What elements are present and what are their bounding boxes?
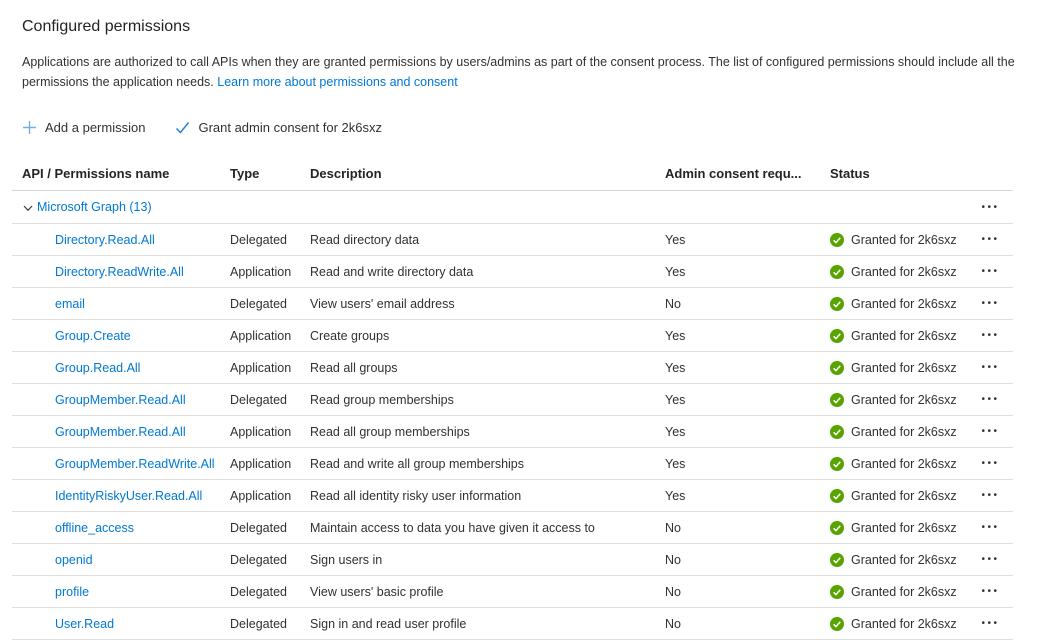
page-title: Configured permissions bbox=[22, 18, 191, 35]
status-text: Granted for 2k6sxz bbox=[851, 520, 957, 535]
permission-row bbox=[12, 544, 1013, 576]
permission-name-link[interactable]: GroupMember.ReadWrite.All bbox=[55, 456, 215, 471]
header-type: Type bbox=[230, 166, 260, 181]
permission-row bbox=[12, 512, 1013, 544]
status-text: Granted for 2k6sxz bbox=[851, 616, 957, 631]
permission-type: Delegated bbox=[230, 584, 287, 599]
chevron-down-icon bbox=[22, 202, 34, 214]
green-check-circle-icon bbox=[830, 329, 844, 343]
permission-row bbox=[12, 576, 1013, 608]
permission-description: Maintain access to data you have given it access to bbox=[310, 520, 595, 535]
permission-name-link[interactable]: Directory.ReadWrite.All bbox=[55, 264, 184, 279]
permission-description: Sign in and read user profile bbox=[310, 616, 467, 631]
permission-name-cell bbox=[12, 297, 220, 311]
permission-type: Delegated bbox=[230, 520, 287, 535]
admin-consent-required-value: No bbox=[665, 296, 681, 311]
ellipsis-icon[interactable]: ••• bbox=[981, 490, 1000, 501]
permission-row bbox=[12, 480, 1013, 512]
green-check-circle-icon bbox=[830, 553, 844, 567]
green-check-circle-icon bbox=[830, 297, 844, 311]
admin-consent-required-value: Yes bbox=[665, 328, 686, 343]
status-text: Granted for 2k6sxz bbox=[851, 328, 957, 343]
permission-row bbox=[12, 288, 1013, 320]
header-admin-consent-required: Admin consent requ... bbox=[665, 166, 802, 181]
admin-consent-required-value: Yes bbox=[665, 424, 686, 439]
row-actions-cell bbox=[968, 391, 1013, 408]
status-text: Granted for 2k6sxz bbox=[851, 296, 957, 311]
green-check-circle-icon bbox=[830, 617, 844, 631]
status-cell bbox=[820, 489, 968, 503]
permission-name-cell bbox=[12, 425, 220, 439]
row-actions-cell bbox=[968, 519, 1013, 536]
ellipsis-icon[interactable]: ••• bbox=[981, 234, 1000, 245]
admin-consent-required-value: Yes bbox=[665, 488, 686, 503]
header-description: Description bbox=[310, 166, 382, 181]
status-cell bbox=[820, 617, 968, 631]
row-actions-cell bbox=[968, 231, 1013, 248]
permission-description: View users' email address bbox=[310, 296, 455, 311]
row-actions-cell bbox=[968, 455, 1013, 472]
status-cell bbox=[820, 553, 968, 567]
ellipsis-icon[interactable]: ••• bbox=[981, 522, 1000, 533]
green-check-circle-icon bbox=[830, 361, 844, 375]
row-actions-cell bbox=[968, 359, 1013, 376]
permission-name-link[interactable]: profile bbox=[55, 584, 90, 599]
permission-name-cell bbox=[12, 233, 220, 247]
status-cell bbox=[820, 329, 968, 343]
admin-consent-required-value: No bbox=[665, 520, 681, 535]
permission-type: Delegated bbox=[230, 232, 287, 247]
checkmark-icon bbox=[175, 121, 190, 134]
grant-admin-consent-label: Grant admin consent for 2k6sxz bbox=[198, 120, 382, 135]
status-text: Granted for 2k6sxz bbox=[851, 584, 957, 599]
table-header-row bbox=[12, 157, 1013, 191]
status-cell bbox=[820, 457, 968, 471]
permission-row bbox=[12, 320, 1013, 352]
permission-name-link[interactable]: email bbox=[55, 296, 85, 311]
status-cell bbox=[820, 361, 968, 375]
permission-description: Read and write all group memberships bbox=[310, 456, 524, 471]
permission-row bbox=[12, 256, 1013, 288]
permission-name-link[interactable]: Group.Create bbox=[55, 328, 131, 343]
permission-type: Delegated bbox=[230, 296, 287, 311]
status-text: Granted for 2k6sxz bbox=[851, 456, 957, 471]
permission-name-cell bbox=[12, 521, 220, 535]
row-actions-cell bbox=[968, 487, 1013, 504]
status-cell bbox=[820, 297, 968, 311]
permission-name-cell bbox=[12, 489, 220, 503]
grant-admin-consent-button[interactable] bbox=[175, 118, 382, 137]
ellipsis-icon[interactable]: ••• bbox=[981, 586, 1000, 597]
permission-type: Application bbox=[230, 328, 292, 343]
status-cell bbox=[820, 425, 968, 439]
ellipsis-icon[interactable]: ••• bbox=[981, 554, 1000, 565]
admin-consent-required-value: No bbox=[665, 552, 681, 567]
green-check-circle-icon bbox=[830, 521, 844, 535]
permission-type: Application bbox=[230, 456, 292, 471]
green-check-circle-icon bbox=[830, 457, 844, 471]
status-cell bbox=[820, 233, 968, 247]
ellipsis-icon[interactable]: ••• bbox=[981, 330, 1000, 341]
permission-type: Application bbox=[230, 360, 292, 375]
status-text: Granted for 2k6sxz bbox=[851, 488, 957, 503]
green-check-circle-icon bbox=[830, 393, 844, 407]
commands-toolbar bbox=[22, 118, 1033, 137]
admin-consent-required-value: Yes bbox=[665, 392, 686, 407]
row-actions-cell bbox=[968, 551, 1013, 568]
admin-consent-required-value: Yes bbox=[665, 264, 686, 279]
permission-type: Application bbox=[230, 264, 292, 279]
ellipsis-icon[interactable]: ••• bbox=[981, 394, 1000, 405]
api-group-toggle[interactable] bbox=[12, 200, 968, 214]
table-body bbox=[12, 224, 1013, 640]
permission-name-cell bbox=[12, 265, 220, 279]
row-actions-cell bbox=[968, 583, 1013, 600]
permission-name-link[interactable]: Directory.Read.All bbox=[55, 232, 155, 247]
ellipsis-icon[interactable]: ••• bbox=[981, 362, 1000, 373]
green-check-circle-icon bbox=[830, 425, 844, 439]
permission-name-cell bbox=[12, 457, 220, 471]
permission-row bbox=[12, 384, 1013, 416]
permission-name-link[interactable]: IdentityRiskyUser.Read.All bbox=[55, 488, 203, 503]
status-text: Granted for 2k6sxz bbox=[851, 424, 957, 439]
add-permission-button[interactable] bbox=[22, 118, 145, 137]
permission-description: Sign users in bbox=[310, 552, 383, 567]
permission-name-link[interactable]: openid bbox=[55, 552, 93, 567]
learn-more-link[interactable]: Learn more about permissions and consent bbox=[217, 75, 458, 89]
admin-consent-required-value: Yes bbox=[665, 456, 686, 471]
permission-type: Application bbox=[230, 488, 292, 503]
status-text: Granted for 2k6sxz bbox=[851, 360, 957, 375]
plus-icon bbox=[22, 120, 37, 135]
status-text: Granted for 2k6sxz bbox=[851, 552, 957, 567]
permission-name-cell bbox=[12, 329, 220, 343]
api-group-name-link[interactable]: Microsoft Graph (13) bbox=[37, 200, 152, 214]
permission-description: Read group memberships bbox=[310, 392, 454, 407]
permission-description: Create groups bbox=[310, 328, 390, 343]
description-body: Applications are authorized to call APIs when they are granted permissions by users/admins as part of the consent process. The list of configured permissions should include all the permissions the application needs. bbox=[22, 55, 1015, 89]
permission-name-link[interactable]: Group.Read.All bbox=[55, 360, 141, 375]
ellipsis-icon[interactable]: ••• bbox=[981, 618, 1000, 629]
permission-name-cell bbox=[12, 393, 220, 407]
permission-row bbox=[12, 352, 1013, 384]
header-api-permissions-name: API / Permissions name bbox=[22, 166, 170, 181]
row-actions-cell bbox=[968, 423, 1013, 440]
green-check-circle-icon bbox=[830, 265, 844, 279]
permission-name-link[interactable]: User.Read bbox=[55, 616, 115, 631]
status-text: Granted for 2k6sxz bbox=[851, 264, 957, 279]
permission-name-link[interactable]: GroupMember.Read.All bbox=[55, 392, 186, 407]
permission-description: View users' basic profile bbox=[310, 584, 444, 599]
admin-consent-required-value: Yes bbox=[665, 232, 686, 247]
permission-row bbox=[12, 416, 1013, 448]
api-group-row bbox=[12, 191, 1013, 224]
row-actions-cell bbox=[968, 295, 1013, 312]
permission-type: Delegated bbox=[230, 392, 287, 407]
ellipsis-icon[interactable]: ••• bbox=[981, 201, 1000, 213]
permission-name-cell bbox=[12, 553, 220, 567]
green-check-circle-icon bbox=[830, 233, 844, 247]
header-status: Status bbox=[830, 166, 870, 181]
permission-name-link[interactable]: GroupMember.Read.All bbox=[55, 424, 186, 439]
permission-description: Read directory data bbox=[310, 232, 420, 247]
status-text: Granted for 2k6sxz bbox=[851, 232, 957, 247]
permission-row bbox=[12, 448, 1013, 480]
permission-name-link[interactable]: offline_access bbox=[55, 520, 134, 535]
permission-description: Read all identity risky user information bbox=[310, 488, 522, 503]
ellipsis-icon[interactable]: ••• bbox=[981, 458, 1000, 469]
permission-type: Application bbox=[230, 424, 292, 439]
add-permission-label: Add a permission bbox=[45, 120, 146, 135]
status-cell bbox=[820, 585, 968, 599]
group-actions-cell bbox=[968, 199, 1013, 216]
status-cell bbox=[820, 521, 968, 535]
permissions-table bbox=[12, 157, 1013, 640]
green-check-circle-icon bbox=[830, 585, 844, 599]
permission-description: Read all groups bbox=[310, 360, 398, 375]
green-check-circle-icon bbox=[830, 489, 844, 503]
status-text: Granted for 2k6sxz bbox=[851, 392, 957, 407]
permission-name-cell bbox=[12, 585, 220, 599]
permission-name-cell bbox=[12, 361, 220, 375]
permission-type: Delegated bbox=[230, 616, 287, 631]
ellipsis-icon[interactable]: ••• bbox=[981, 266, 1000, 277]
row-actions-cell bbox=[968, 263, 1013, 280]
admin-consent-required-value: No bbox=[665, 584, 681, 599]
permission-description: Read all group memberships bbox=[310, 424, 470, 439]
status-cell bbox=[820, 393, 968, 407]
row-actions-cell bbox=[968, 615, 1013, 632]
permission-description: Read and write directory data bbox=[310, 264, 474, 279]
permission-name-cell bbox=[12, 617, 220, 631]
admin-consent-required-value: Yes bbox=[665, 360, 686, 375]
permission-type: Delegated bbox=[230, 552, 287, 567]
ellipsis-icon[interactable]: ••• bbox=[981, 298, 1000, 309]
row-actions-cell bbox=[968, 327, 1013, 344]
permission-row bbox=[12, 224, 1013, 256]
ellipsis-icon[interactable]: ••• bbox=[981, 426, 1000, 437]
description-text bbox=[22, 52, 1022, 92]
admin-consent-required-value: No bbox=[665, 616, 681, 631]
permission-row bbox=[12, 608, 1013, 640]
status-cell bbox=[820, 265, 968, 279]
